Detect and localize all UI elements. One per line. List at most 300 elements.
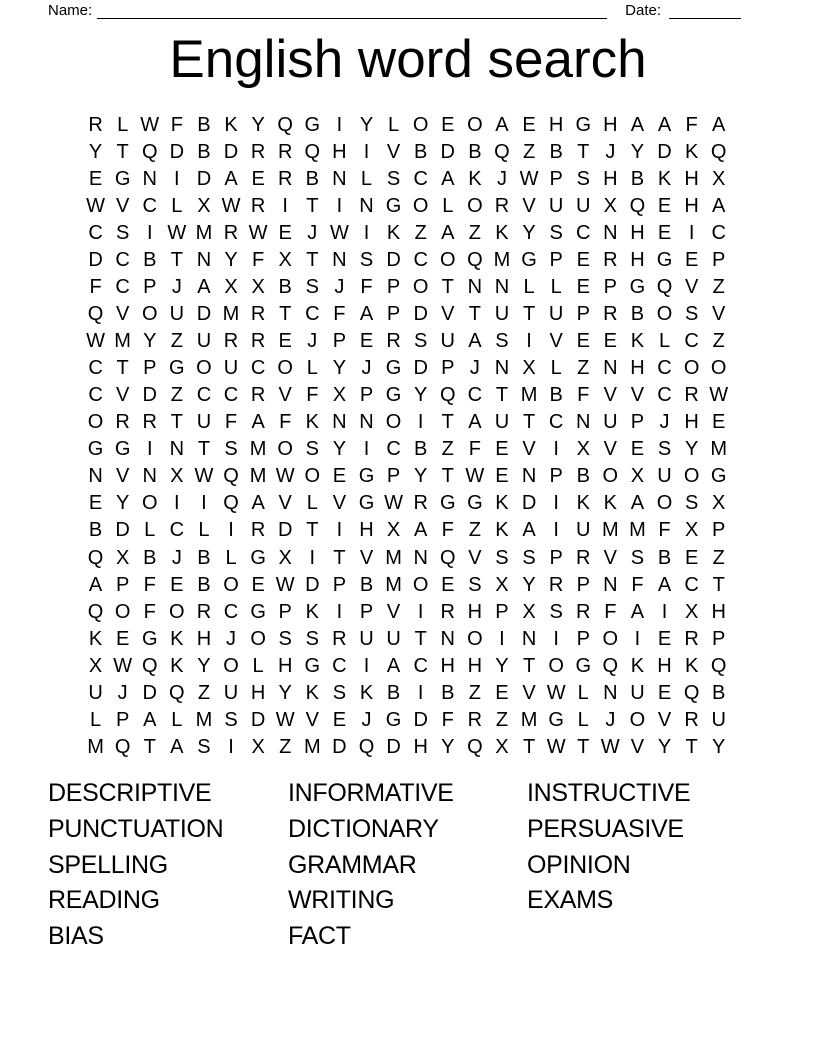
grid-letter: S [468, 573, 482, 596]
grid-letter: G [114, 167, 131, 190]
grid-letter: P [386, 465, 401, 488]
grid-letter: X [712, 167, 726, 190]
grid-letter: L [117, 113, 129, 136]
grid-letter: B [630, 302, 645, 325]
grid-letter: A [251, 492, 265, 515]
grid-letter: M [601, 519, 619, 542]
grid-letter: G [385, 708, 402, 731]
grid-letter: G [87, 438, 104, 461]
grid-letter: D [413, 708, 428, 731]
grid-letter: I [363, 438, 370, 461]
grid-letter: P [495, 600, 509, 623]
grid-letter: O [629, 708, 646, 731]
grid-letter: Z [170, 330, 183, 353]
grid-letter: I [336, 113, 343, 136]
grid-letter: S [657, 438, 672, 461]
word-list-column [48, 776, 223, 955]
grid-letter: X [522, 600, 536, 623]
grid-letter: Y [630, 140, 645, 163]
grid-letter: Q [87, 302, 104, 325]
grid-letter: L [550, 275, 562, 298]
grid-letter: I [336, 194, 343, 217]
grid-letter: U [440, 330, 455, 353]
grid-letter: U [359, 627, 374, 650]
grid-letter: P [576, 573, 590, 596]
word-list-item: READING [48, 886, 160, 915]
grid-letter: H [657, 654, 672, 677]
grid-letter: Y [143, 330, 157, 353]
grid-letter: Q [87, 600, 104, 623]
grid-letter: V [305, 708, 319, 731]
grid-letter: N [467, 275, 483, 298]
grid-letter: Q [494, 140, 510, 163]
grid-letter: F [658, 519, 671, 542]
grid-letter: X [712, 492, 726, 515]
grid-letter: J [171, 546, 182, 569]
grid-letter: K [305, 681, 319, 704]
grid-letter: Z [712, 330, 725, 353]
grid-letter: I [228, 519, 234, 542]
grid-letter: S [115, 221, 130, 244]
grid-letter: Y [88, 140, 103, 163]
grid-letter: F [143, 573, 156, 596]
grid-letter: O [277, 357, 293, 380]
grid-letter: B [468, 140, 482, 163]
grid-letter: R [467, 708, 483, 731]
grid-letter: M [222, 302, 240, 325]
grid-letter: H [603, 167, 618, 190]
grid-letter: O [304, 465, 321, 488]
grid-letter: S [305, 438, 319, 461]
grid-letter: L [252, 654, 264, 677]
word-list-item: INSTRUCTIVE [527, 779, 691, 807]
grid-letter: V [441, 302, 455, 325]
grid-letter: Q [223, 492, 239, 515]
grid-letter: N [332, 248, 347, 271]
grid-letter: P [115, 708, 130, 731]
grid-letter: F [306, 384, 319, 407]
grid-letter: X [684, 519, 699, 542]
grid-letter: M [385, 573, 402, 596]
grid-letter: N [169, 438, 185, 461]
grid-letter: H [359, 519, 374, 542]
grid-letter: S [278, 627, 292, 650]
grid-letter: A [468, 330, 482, 353]
grid-letter: C [305, 302, 320, 325]
grid-letter: C [657, 384, 672, 407]
grid-letter: C [548, 411, 564, 434]
grid-letter: R [684, 627, 699, 650]
grid-letter: Q [467, 735, 483, 758]
grid-letter: K [386, 221, 401, 244]
grid-letter: D [305, 573, 320, 596]
word-list-item: OPINION [527, 850, 631, 879]
grid-letter: B [630, 167, 645, 190]
grid-letter: G [439, 492, 456, 515]
grid-letter: L [225, 546, 237, 569]
grid-letter: K [630, 654, 645, 677]
grid-letter: C [576, 221, 591, 244]
grid-letter: L [306, 492, 318, 515]
grid-letter: A [251, 411, 265, 434]
grid-letter: R [603, 248, 618, 271]
grid-letter: A [441, 167, 455, 190]
grid-letter: B [197, 113, 211, 136]
grid-letter: G [169, 357, 185, 380]
grid-letter: T [279, 302, 292, 325]
grid-letter: V [115, 384, 130, 407]
grid-letter: D [413, 302, 428, 325]
grid-letter: Q [304, 140, 321, 163]
grid-letter: V [115, 194, 130, 217]
grid-letter: L [171, 194, 183, 217]
grid-letter: E [359, 330, 374, 353]
word-list-item: BIAS [48, 922, 104, 951]
grid-letter: A [143, 708, 157, 731]
grid-letter: K [170, 654, 184, 677]
grid-letter: B [414, 140, 428, 163]
grid-letter: S [495, 330, 509, 353]
grid-letter: L [550, 357, 562, 380]
grid-letter: M [493, 248, 511, 271]
grid-letter: W [221, 194, 241, 217]
grid-letter: S [549, 600, 563, 623]
grid-letter: D [115, 519, 130, 542]
word-list-item: DICTIONARY [288, 814, 439, 843]
grid-letter: V [115, 465, 130, 488]
grid-letter: X [197, 194, 211, 217]
grid-letter: O [196, 357, 212, 380]
grid-letter: I [661, 600, 668, 623]
grid-letter: E [495, 681, 509, 704]
grid-letter: R [250, 140, 266, 163]
grid-letter: B [278, 275, 292, 298]
grid-letter: E [115, 627, 130, 650]
grid-letter: Z [495, 708, 509, 731]
grid-letter: P [603, 275, 617, 298]
grid-letter: K [495, 519, 509, 542]
grid-letter: L [577, 681, 589, 704]
grid-letter: B [197, 140, 211, 163]
grid-letter: O [602, 465, 619, 488]
grid-letter: X [576, 438, 590, 461]
grid-letter: L [388, 113, 400, 136]
grid-letter: L [306, 357, 318, 380]
grid-letter: S [224, 708, 238, 731]
grid-letter: J [605, 708, 616, 731]
grid-letter: S [414, 330, 428, 353]
grid-letter: H [630, 248, 645, 271]
grid-letter: O [412, 194, 429, 217]
grid-letter: V [603, 438, 617, 461]
grid-letter: B [143, 248, 157, 271]
grid-letter: O [169, 600, 185, 623]
word-list-item: DESCRIPTIVE [48, 779, 212, 807]
grid-letter: Z [414, 221, 427, 244]
grid-letter: D [196, 302, 212, 325]
grid-letter: C [413, 248, 428, 271]
grid-letter: P [359, 600, 374, 623]
grid-letter: T [522, 411, 536, 434]
grid-letter: L [658, 330, 671, 353]
grid-letter: P [576, 627, 590, 650]
grid-letter: E [251, 167, 265, 190]
grid-letter: V [522, 681, 536, 704]
grid-letter: S [684, 302, 699, 325]
grid-letter: R [413, 492, 428, 515]
grid-letter: R [277, 167, 293, 190]
grid-letter: O [683, 465, 700, 488]
grid-letter: I [499, 627, 505, 650]
grid-letter: A [224, 167, 238, 190]
grid-letter: D [250, 708, 266, 731]
grid-letter: T [441, 465, 454, 488]
grid-letter: E [684, 248, 699, 271]
grid-letter: G [467, 492, 483, 515]
grid-letter: T [143, 735, 156, 758]
grid-letter: C [684, 330, 699, 353]
grid-letter: U [657, 465, 672, 488]
grid-letter: I [146, 438, 153, 461]
grid-letter: Y [197, 654, 211, 677]
grid-letter: A [712, 113, 726, 136]
grid-letter: X [88, 654, 103, 677]
grid-letter: D [440, 140, 455, 163]
word-list-item: GRAMMAR [288, 850, 417, 879]
grid-letter: K [576, 492, 590, 515]
grid-letter: V [712, 302, 726, 325]
grid-letter: I [526, 330, 532, 353]
grid-letter: T [306, 248, 319, 271]
grid-letter: L [89, 708, 102, 731]
grid-letter: Q [141, 140, 158, 163]
word-list-item: SPELLING [48, 850, 168, 879]
grid-letter: H [684, 194, 699, 217]
grid-letter: C [250, 357, 266, 380]
grid-letter: O [223, 573, 239, 596]
grid-letter: G [385, 384, 402, 407]
grid-letter: N [494, 275, 510, 298]
grid-letter: U [576, 194, 591, 217]
grid-letter: U [223, 357, 239, 380]
grid-letter: G [304, 113, 321, 136]
grid-letter: O [114, 600, 131, 623]
grid-letter: G [250, 546, 266, 569]
grid-letter: D [332, 735, 347, 758]
grid-letter: N [142, 465, 157, 488]
grid-letter: L [171, 708, 183, 731]
grid-letter: M [114, 330, 131, 353]
grid-letter: L [144, 519, 156, 542]
grid-letter: I [309, 546, 316, 569]
grid-letter: V [115, 302, 130, 325]
grid-letter: H [548, 113, 564, 136]
grid-letter: N [603, 573, 618, 596]
grid-letter: W [248, 221, 268, 244]
grid-letter: R [386, 330, 401, 353]
grid-letter: O [656, 492, 673, 515]
grid-letter: K [224, 113, 238, 136]
grid-letter: R [684, 708, 699, 731]
grid-letter: X [386, 519, 401, 542]
grid-letter: K [603, 492, 617, 515]
grid-letter: E [657, 221, 672, 244]
grid-letter: H [467, 600, 483, 623]
grid-letter: V [522, 438, 536, 461]
grid-letter: E [576, 330, 590, 353]
grid-letter: K [495, 221, 509, 244]
grid-letter: N [196, 248, 212, 271]
grid-letter: H [603, 113, 618, 136]
grid-letter: T [170, 411, 183, 434]
grid-letter: R [115, 411, 130, 434]
grid-letter: I [553, 438, 559, 461]
grid-letter: R [196, 600, 212, 623]
grid-letter: A [630, 492, 645, 515]
grid-letter: X [224, 275, 238, 298]
grid-letter: K [684, 140, 699, 163]
grid-letter: T [522, 654, 536, 677]
grid-letter: C [88, 357, 103, 380]
grid-letter: N [359, 411, 374, 434]
grid-letter: M [710, 438, 728, 461]
grid-letter: P [712, 627, 726, 650]
grid-letter: O [412, 573, 429, 596]
grid-letter: R [88, 113, 103, 136]
grid-letter: G [575, 113, 592, 136]
grid-letter: E [603, 330, 617, 353]
grid-letter: B [414, 438, 428, 461]
grid-letter: C [196, 384, 212, 407]
grid-letter: A [170, 735, 184, 758]
grid-letter: P [712, 248, 726, 271]
grid-letter: I [553, 627, 559, 650]
grid-letter: C [711, 221, 726, 244]
grid-letter: N [603, 357, 618, 380]
grid-letter: B [712, 681, 726, 704]
grid-letter: R [548, 573, 564, 596]
grid-letter: D [169, 140, 185, 163]
grid-letter: A [441, 221, 455, 244]
grid-letter: V [684, 275, 699, 298]
grid-letter: K [657, 167, 672, 190]
grid-letter: E [712, 411, 726, 434]
grid-letter: C [223, 384, 239, 407]
grid-letter: U [603, 411, 618, 434]
grid-letter: T [414, 627, 427, 650]
grid-letter: I [553, 492, 559, 515]
grid-letter: F [252, 248, 265, 271]
grid-letter: P [549, 167, 563, 190]
grid-letter: A [88, 573, 103, 596]
grid-letter: D [521, 492, 537, 515]
grid-letter: R [684, 384, 699, 407]
grid-letter: A [495, 113, 509, 136]
grid-letter: X [115, 546, 130, 569]
grid-letter: Y [441, 735, 455, 758]
grid-letter: K [170, 627, 184, 650]
grid-letter: O [467, 194, 483, 217]
grid-letter: S [197, 735, 211, 758]
grid-letter: Q [656, 275, 673, 298]
grid-letter: H [332, 140, 347, 163]
grid-letter: O [87, 411, 104, 434]
grid-letter: O [467, 627, 483, 650]
grid-letter: I [228, 735, 234, 758]
grid-letter: E [576, 275, 590, 298]
grid-letter: Q [141, 654, 158, 677]
grid-letter: O [548, 654, 564, 677]
grid-letter: O [223, 654, 239, 677]
grid-letter: T [441, 275, 454, 298]
grid-letter: I [201, 492, 207, 515]
grid-letter: H [684, 411, 699, 434]
grid-letter: M [520, 708, 538, 731]
grid-letter: J [171, 275, 182, 298]
grid-letter: M [629, 519, 646, 542]
grid-letter: S [386, 167, 401, 190]
grid-letter: T [577, 140, 590, 163]
grid-letter: A [468, 411, 482, 434]
grid-letter: Q [223, 465, 239, 488]
grid-letter: C [88, 384, 103, 407]
grid-letter: I [282, 194, 288, 217]
grid-letter: L [577, 708, 589, 731]
grid-letter: H [630, 357, 645, 380]
grid-letter: J [361, 708, 372, 731]
grid-letter: E [332, 708, 347, 731]
grid-letter: Y [332, 357, 347, 380]
word-list-column [288, 776, 454, 955]
grid-letter: W [329, 221, 349, 244]
grid-letter: V [522, 194, 536, 217]
name-blank-line [97, 18, 607, 19]
grid-letter: E [576, 248, 590, 271]
grid-letter: D [386, 248, 401, 271]
grid-letter: E [88, 492, 103, 515]
grid-letter: C [657, 357, 672, 380]
grid-letter: Q [114, 735, 131, 758]
grid-letter: Q [169, 681, 185, 704]
grid-letter: H [630, 221, 645, 244]
grid-letter: V [630, 384, 645, 407]
grid-letter: T [522, 302, 536, 325]
grid-letter: Z [468, 519, 481, 542]
grid-letter: R [223, 330, 239, 353]
grid-letter: M [249, 465, 267, 488]
grid-letter: Y [522, 221, 536, 244]
grid-letter: P [576, 302, 590, 325]
grid-letter: V [386, 600, 401, 623]
grid-letter: N [359, 194, 374, 217]
grid-letter: V [549, 330, 563, 353]
grid-letter: Q [277, 113, 293, 136]
grid-letter: H [711, 600, 726, 623]
grid-letter: E [278, 221, 292, 244]
page-title: English word search [169, 30, 647, 89]
grid-letter: D [657, 140, 672, 163]
grid-letter: K [305, 411, 319, 434]
grid-letter: U [196, 330, 212, 353]
grid-letter: W [275, 708, 295, 731]
grid-letter: G [250, 600, 266, 623]
grid-letter: B [88, 519, 103, 542]
grid-letter: Y [414, 384, 428, 407]
word-list-item: INFORMATIVE [288, 779, 454, 807]
grid-letter: Q [629, 194, 646, 217]
grid-letter: W [275, 573, 295, 596]
grid-letter: A [197, 275, 211, 298]
